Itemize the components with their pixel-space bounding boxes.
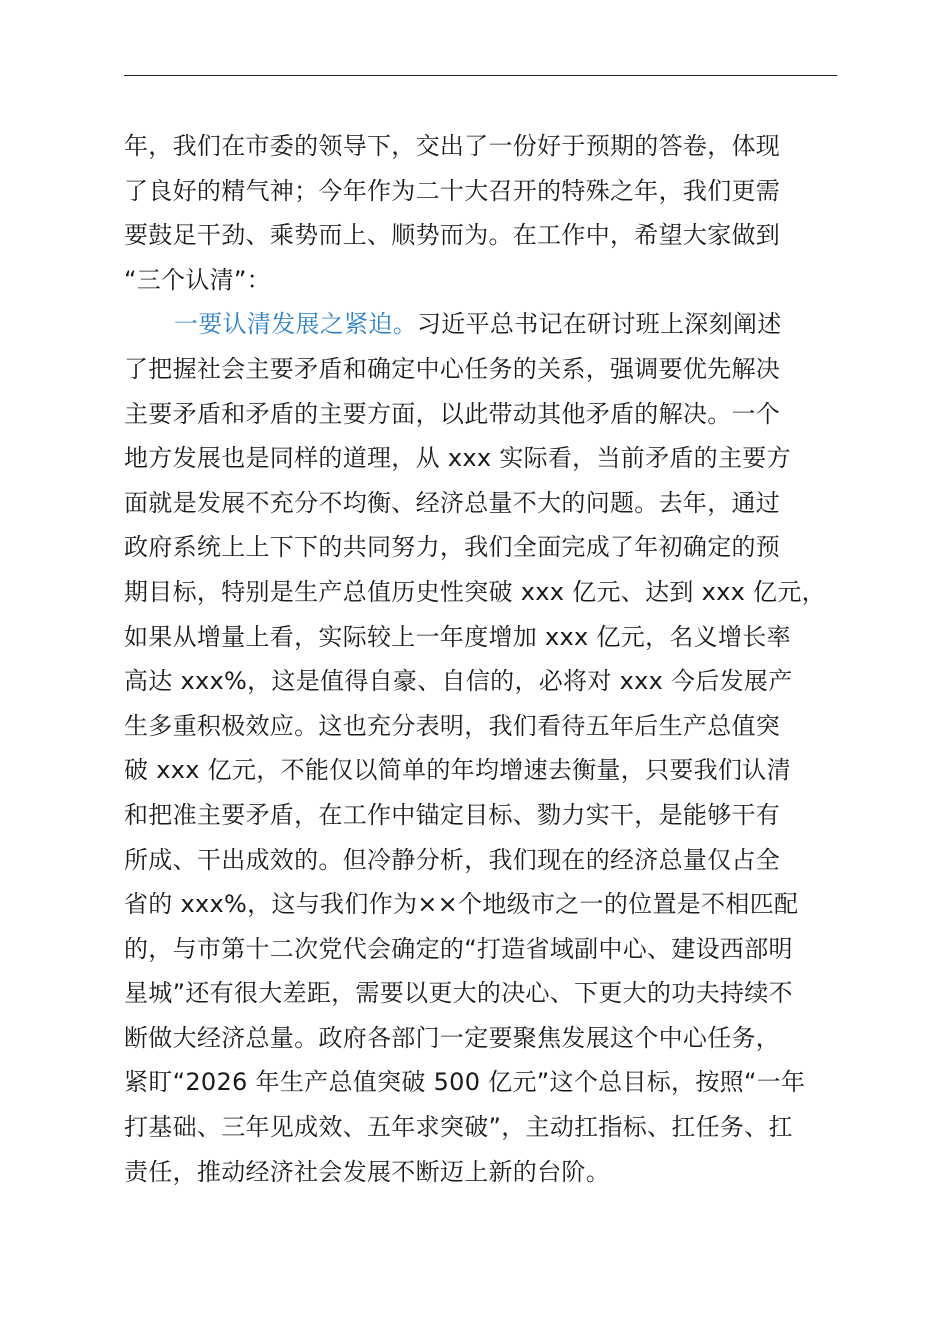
- paragraph-line: 紧盯“2026 年生产总值突破 500 亿元”这个总目标，按照“一年: [124, 1068, 806, 1097]
- paragraph-line: 主要矛盾和矛盾的主要方面，以此带动其他矛盾的解决。一个: [124, 399, 781, 428]
- paragraph-line: 责任，推动经济社会发展不断迈上新的台阶。: [124, 1157, 610, 1186]
- paragraph-line: 的，与市第十二次党代会确定的“打造省域副中心、建设西部明: [124, 934, 793, 963]
- document-body: [124, 124, 844, 1194]
- paragraph-line: 和把准主要矛盾，在工作中锚定目标、勠力实干，是能够干有: [124, 800, 781, 829]
- paragraph-line: 年，我们在市委的领导下，交出了一份好于预期的答卷，体现: [124, 132, 781, 160]
- paragraph-line: 要鼓足干劲、乘势而上、顺势而为。在工作中，希望大家做到: [124, 221, 781, 250]
- paragraph-line: 星城”还有很大差距，需要以更大的决心、下更大的功夫持续不: [124, 979, 793, 1008]
- paragraph-line: 高达 xxx%，这是值得自豪、自信的，必将对 xxx 今后发展产: [124, 667, 793, 696]
- paragraph-line: 了把握社会主要矛盾和确定中心任务的关系，强调要优先解决: [124, 354, 781, 383]
- paragraph-line: 如果从增量上看，实际较上一年度增加 xxx 亿元，名义增长率: [124, 622, 791, 651]
- paragraph-line: 生多重积极效应。这也充分表明，我们看待五年后生产总值突: [124, 711, 781, 740]
- paragraph-line: 政府系统上上下下的共同努力，我们全面完成了年初确定的预: [124, 533, 781, 562]
- section-first-line: [124, 302, 844, 347]
- paragraph-line: “三个认清”：: [124, 265, 271, 294]
- section-first-line-text: 习近平总书记在研讨班上深刻阐述: [417, 310, 782, 339]
- paragraph-line: 面就是发展不充分不均衡、经济总量不大的问题。去年，通过: [124, 488, 781, 517]
- header-rule: [124, 75, 837, 76]
- paragraph-line: 期目标，特别是生产总值历史性突破 xxx 亿元、达到 xxx 亿元，: [124, 577, 826, 606]
- paragraph-line: 所成、干出成效的。但冷静分析，我们现在的经济总量仅占全: [124, 845, 781, 874]
- paragraph-line: 省的 xxx%，这与我们作为××个地级市之一的位置是不相匹配: [124, 890, 799, 919]
- paragraph-line: 破 xxx 亿元，不能仅以简单的年均增速去衡量，只要我们认清: [124, 756, 791, 785]
- paragraph-line: 断做大经济总量。政府各部门一定要聚焦发展这个中心任务，: [124, 1023, 781, 1052]
- paragraph-line: 了良好的精气神；今年作为二十大召开的特殊之年，我们更需: [124, 176, 781, 205]
- paragraph-line: 地方发展也是同样的道理，从 xxx 实际看，当前矛盾的主要方: [124, 444, 791, 473]
- section-heading: 一要认清发展之紧迫。: [174, 310, 417, 339]
- paragraph-line: 打基础、三年见成效、五年求突破”，主动扛指标、扛任务、扛: [124, 1113, 793, 1142]
